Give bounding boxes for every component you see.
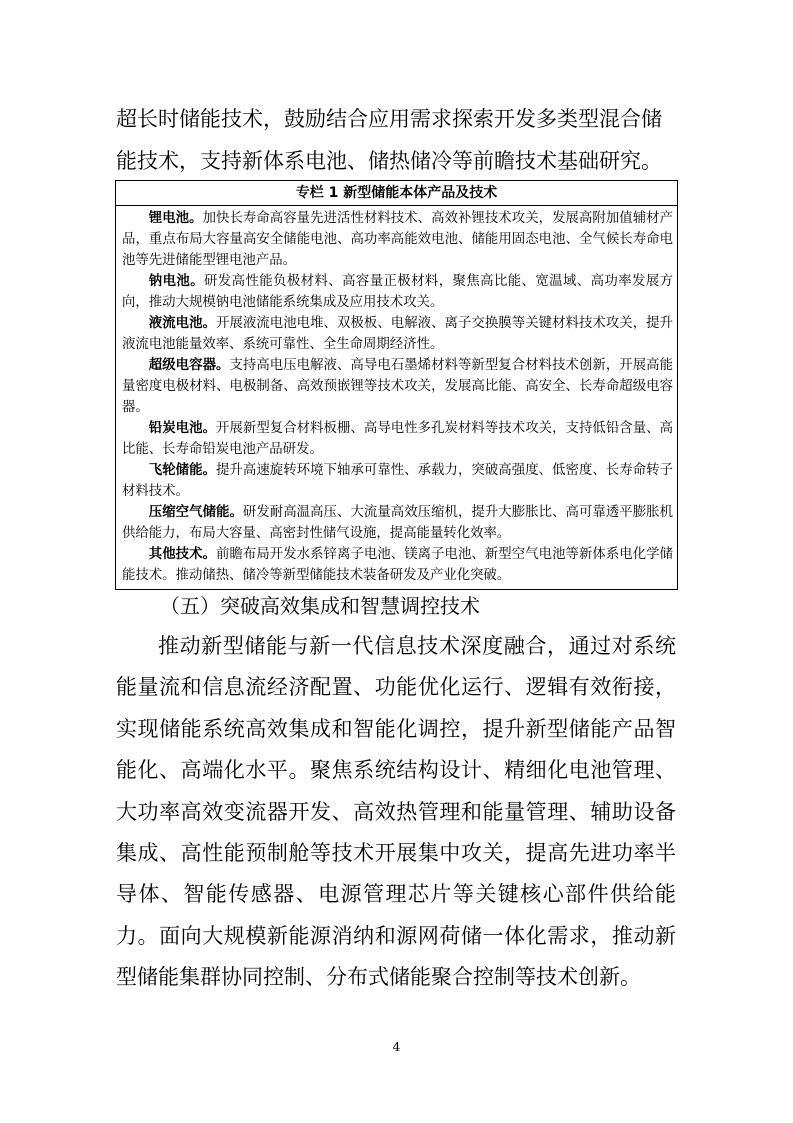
box-item-lithium [122,208,673,271]
box-item-lead-carbon [122,418,673,460]
box-item-head: 锂电池。 [148,211,203,226]
box-item-head: 超级电容器。 [148,358,230,373]
body-paragraph: 推动新型储能与新一代信息技术深度融合，通过对系统能量流和信息流经济配置、功能优化运行、逻辑有效衔接，实现储能系统高效集成和智能化调控，提升新型储能产品智能化、高端化水平。聚焦系统结构设计、精细化电池管理、大功率高效变流器开发、高效热管理和能量管理、辅助设备集成、高性能预制舱等技术开展集中攻关，提高先进功率半导体、智能传感器、电源管理芯片等关键核心部件供给能力。面向大规模新能源消纳和源网荷储一体化需求，推动新型储能集群协同控制、分布式储能聚合控制等技术创新。 [116,634,676,990]
box-item-supercapacitor [122,355,673,418]
box-item-text: 开展新型复合材料板栅、高导电性多孔炭材料等技术攻关，支持低铅含量、高比能、长寿命铅炭电池产品研发。 [122,421,674,457]
box-item-head: 其他技术。 [148,547,217,562]
box-item-text: 开展液流电池电堆、双极板、电解液、离子交换膜等关键材料技术攻关，提升液流电池能量效率、系统可靠性、全生命周期经济性。 [122,316,674,352]
box-item-flow-battery [122,313,673,355]
box-item-head: 液流电池。 [148,316,217,331]
box-item-text: 前瞻布局开发水系锌离子电池、镁离子电池、新型空气电池等新体系电化学储能技术。推动储热、储冷等新型储能技术装备研发及产业化突破。 [122,547,674,583]
box-item-head: 压缩空气储能。 [148,505,243,520]
box-item-head: 铅炭电池。 [148,421,217,436]
intro-line: 能技术，支持新体系电池、储热储冷等前瞻技术基础研究。 [116,149,662,173]
box-item-compressed-air [122,502,673,544]
box-item-text: 研发高性能负极材料、高容量正极材料，聚焦高比能、宽温域、高功率发展方向，推动大规模钠电池储能系统集成及应用技术攻关。 [122,274,674,310]
page-number: 4 [392,1040,401,1054]
box-item-flywheel [122,460,673,502]
intro-line: 超长时储能技术，鼓励结合应用需求探索开发多类型混合储 [116,107,662,131]
box-item-text: 支持高电压电解液、高导电石墨烯材料等新型复合材料技术创新，开展高能量密度电极材料、电极制备、高效预嵌锂等技术攻关，发展高比能、高安全、长寿命超级电容器。 [122,358,673,415]
box-item-text: 加快长寿命高容量先进活性材料技术、高效补锂技术攻关，发展高附加值辅材产品，重点布局大容量高安全储能电池、高功率高能效电池、储能用固态电池、全气候长寿命电池等先进储能型锂电池产品。 [122,211,674,268]
box-item-head: 飞轮储能。 [148,463,217,478]
feature-box-body [116,206,677,589]
box-item-sodium [122,271,673,313]
feature-box-title: 专栏 1 新型储能本体产品及技术 [116,181,677,206]
box-item-text: 提升高速旋转环境下轴承可靠性、承载力，突破高强度、低密度、长寿命转子材料技术。 [122,463,674,499]
box-item-text: 研发耐高温高压、大流量高效压缩机，提升大膨胀比、高可靠透平膨胀机供给能力，布局大容量、高密封性储气设施，提高能量转化效率。 [122,505,674,541]
box-item-other [122,544,673,586]
box-item-head: 钠电池。 [148,274,205,289]
feature-box [115,180,678,590]
intro-paragraph [116,98,676,182]
section-heading: （五）突破高效集成和智慧调控技术 [160,594,480,618]
